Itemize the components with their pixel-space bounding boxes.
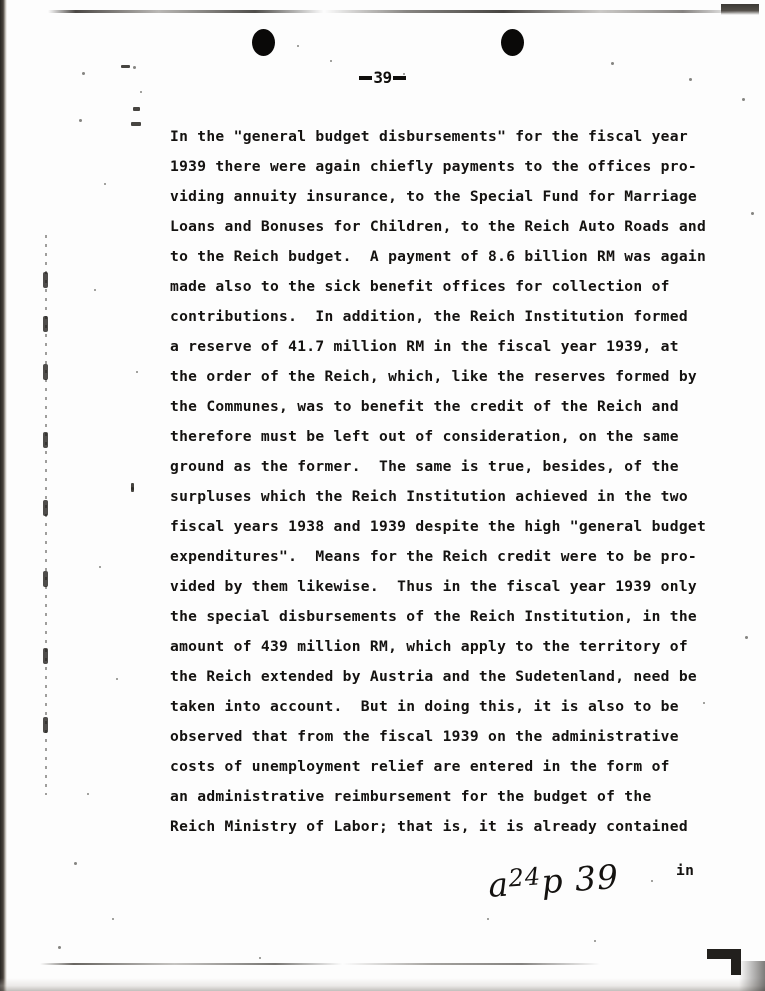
punch-hole	[501, 29, 524, 56]
annotation-prefix: a	[487, 864, 511, 905]
scan-speck	[136, 371, 138, 373]
fold-mark	[43, 648, 48, 664]
scan-speck	[87, 793, 89, 795]
catchword: in	[676, 862, 695, 879]
fold-mark	[43, 432, 48, 448]
scan-speck	[594, 940, 596, 942]
page-number-dash-left	[359, 76, 372, 80]
scan-speck	[745, 636, 748, 639]
annotation-superscript: 24	[507, 862, 543, 893]
text-line: made also to the sick benefit offices for collection of	[170, 278, 670, 295]
punch-hole	[252, 29, 275, 56]
scan-speck	[79, 119, 82, 122]
margin-tick-mark	[131, 483, 134, 492]
scan-speck	[611, 62, 614, 65]
scan-speck	[330, 60, 332, 62]
text-line: vided by them likewise. Thus in the fiscal year 1939 only	[170, 578, 697, 595]
document-body-text	[170, 122, 745, 842]
scan-edge-right-shadow	[739, 961, 765, 991]
text-line: Loans and Bonuses for Children, to the Reich Auto Roads and	[170, 218, 707, 235]
scan-speck	[651, 880, 653, 882]
handwritten-annotation	[487, 857, 620, 905]
text-line: the Reich extended by Austria and the Sudetenland, need be	[170, 668, 697, 685]
text-line: expenditures". Means for the Reich credit were to be pro-	[170, 548, 697, 565]
fold-mark	[43, 500, 48, 516]
text-line: taken into account. But in doing this, it is also to be	[170, 698, 679, 715]
fold-mark	[43, 364, 48, 380]
text-line: amount of 439 million RM, which apply to the territory of	[170, 638, 688, 655]
text-line: viding annuity insurance, to the Special Fund for Marriage	[170, 188, 697, 205]
scan-edge-bottom-band	[0, 978, 765, 991]
scan-edge-left	[0, 0, 7, 991]
scan-speck	[112, 918, 114, 920]
annotation-middle: p	[540, 860, 565, 902]
scan-corner-mark-bottom-right	[707, 949, 741, 975]
fold-mark	[43, 272, 48, 288]
text-line: observed that from the fiscal 1939 on the administrative	[170, 728, 679, 745]
fold-mark	[43, 316, 48, 332]
text-line: therefore must be left out of consideration, on the same	[170, 428, 679, 445]
scan-edge-bottom-line	[40, 963, 600, 965]
page-number-value: 39	[373, 68, 392, 87]
scan-speck	[742, 98, 745, 101]
scan-speck-bar	[131, 122, 141, 126]
scan-speck	[297, 45, 299, 47]
text-line: ground as the former. The same is true, besides, of the	[170, 458, 679, 475]
scan-speck	[487, 918, 489, 920]
text-line: the Communes, was to benefit the credit of the Reich and	[170, 398, 679, 415]
text-line: to the Reich budget. A payment of 8.6 billion RM was again	[170, 248, 707, 265]
text-line: a reserve of 41.7 million RM in the fiscal year 1939, at	[170, 338, 679, 355]
scan-speck	[104, 183, 106, 185]
scan-speck	[94, 289, 96, 291]
page-number-dash-right	[393, 76, 406, 80]
page-number-header	[0, 68, 765, 87]
scan-edge-top-right-mark	[721, 4, 759, 15]
scan-speck	[99, 566, 101, 568]
text-line: In the "general budget disbursements" for the fiscal year	[170, 128, 688, 145]
scan-speck	[74, 862, 77, 865]
text-line: an administrative reimbursement for the budget of the	[170, 788, 652, 805]
text-line: surpluses which the Reich Institution achieved in the two	[170, 488, 688, 505]
text-line: fiscal years 1938 and 1939 despite the high "general budget	[170, 518, 707, 535]
scan-speck	[259, 957, 261, 959]
text-line: the special disbursements of the Reich Institution, in the	[170, 608, 697, 625]
scan-speck	[58, 946, 61, 949]
scan-speck	[751, 212, 754, 215]
scan-speck-bar	[133, 107, 140, 111]
text-line: 1939 there were again chiefly payments to the offices pro-	[170, 158, 697, 175]
text-line: Reich Ministry of Labor; that is, it is already contained	[170, 818, 688, 835]
fold-mark	[43, 571, 48, 587]
scan-edge-top-line	[48, 10, 738, 13]
annotation-suffix: 39	[573, 856, 621, 899]
scan-speck	[140, 91, 142, 93]
scan-speck	[116, 678, 118, 680]
text-line: costs of unemployment relief are entered in the form of	[170, 758, 670, 775]
text-line: the order of the Reich, which, like the reserves formed by	[170, 368, 697, 385]
fold-mark	[43, 717, 48, 733]
text-line: contributions. In addition, the Reich Institution formed	[170, 308, 688, 325]
